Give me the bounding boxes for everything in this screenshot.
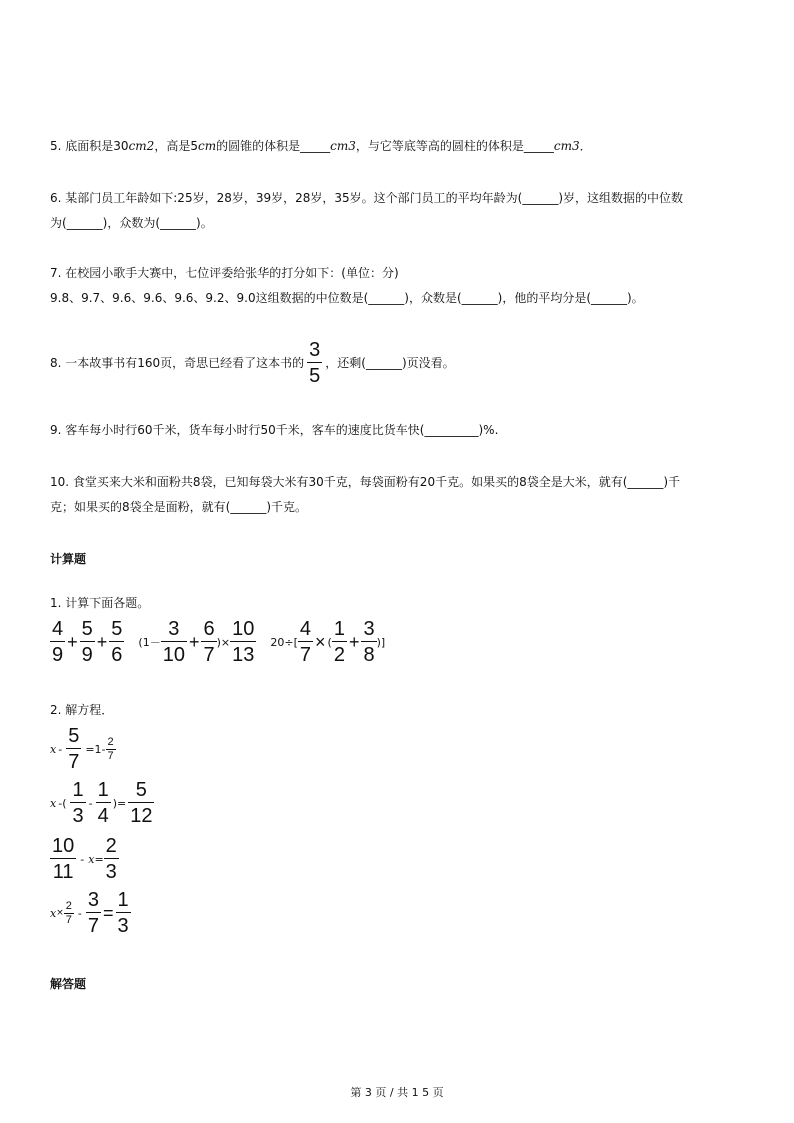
fraction: $\frac{3}{8}$	[363, 618, 375, 666]
fraction: $\frac{3}{10}$	[162, 618, 185, 666]
section-heading-word-problems: 解答题	[50, 977, 87, 991]
fraction: $\frac{3}{7}$	[87, 889, 99, 937]
question-6-line-1: 6. 某部门员工年龄如下:25岁，28岁，39岁，28岁，35岁。这个部门员工的平均年龄为(______)岁，这组数据的中位数	[50, 191, 684, 205]
question-10-line-1: 10. 食堂买来大米和面粉共8袋，已知每袋大米有30千克，每袋面粉有20千克。如果买的8袋全是大米，就有(______)千	[50, 475, 681, 489]
fraction: $\frac{5}{7}$	[68, 725, 80, 773]
fraction: $\frac{1}{2}$	[333, 618, 345, 666]
fraction: $\frac{2}{3}$	[105, 835, 117, 883]
question-7-line-2: 9.8、9.7、9.6、9.6、9.6、9.2、9.0这组数据的中位数是(______)，众数是(______)，他的平均分是(______)。	[50, 291, 644, 305]
fraction: $\frac{1}{3}$	[72, 779, 84, 827]
fraction-bar	[307, 362, 322, 363]
fraction: $\frac{4}{9}$	[52, 618, 64, 666]
question-8: 8. 一本故事书有160页，奇思已经看了这本书的 $\frac{3}{5}$ ，还剩(______)页没看。	[50, 339, 455, 387]
page-footer: 第 3 页 / 共 1 5 页	[350, 1086, 444, 1099]
equation-1: x - $\frac{5}{7}$ =1- $\frac{2}{7}$	[50, 725, 114, 773]
calc-1-title: 1. 计算下面各题。	[50, 596, 150, 610]
fraction: $\frac{6}{7}$	[203, 618, 215, 666]
calc-2-title: 2. 解方程．	[50, 703, 114, 717]
question-number: 5.	[50, 139, 62, 153]
fraction: $\frac{4}{7}$	[299, 618, 311, 666]
section-heading-calculation: 计算题	[50, 552, 87, 566]
question-6-line-2: 为(______)，众数为(______)。	[50, 216, 213, 230]
question-7-line-1: 7. 在校园小歌手大赛中，七位评委给张华的打分如下：(单位：分)	[50, 266, 399, 280]
fraction: $\frac{1}{4}$	[97, 779, 109, 827]
fraction: $\frac{2}{7}$	[107, 735, 114, 762]
fraction: $\frac{10}{13}$	[232, 618, 255, 666]
fraction: $\frac{5}{9}$	[81, 618, 93, 666]
expression-1: $\frac{4}{9}$ + $\frac{5}{9}$ + $\frac{5}{6}$	[52, 618, 123, 666]
equation-4: x × $\frac{2}{7}$ - $\frac{3}{7}$ = $\frac{1}{3}$	[50, 889, 129, 937]
equation-3: $\frac{10}{11}$ - x = $\frac{2}{3}$	[52, 835, 117, 883]
fraction: $\frac{1}{3}$	[117, 889, 129, 937]
calc-1-expressions	[50, 619, 385, 665]
fraction: $\frac{5}{12}$	[130, 779, 153, 827]
answer-blank[interactable]: _____	[300, 139, 331, 153]
question-10-line-2: 克；如果买的8袋全是面粉，就有(______)千克。	[50, 500, 307, 514]
answer-blank[interactable]: _____	[523, 139, 554, 153]
expression-3: 20÷[ $\frac{4}{7}$ × ( $\frac{1}{2}$ + $\frac{3}{8}$ )]	[270, 618, 386, 666]
fraction: $\frac{10}{11}$	[52, 835, 75, 883]
equation-2: x -( $\frac{1}{3}$ - $\frac{1}{4}$ )= $\frac{5}{12}$	[50, 779, 153, 827]
fraction: $\frac{3}{5}$	[309, 339, 321, 387]
fraction: $\frac{2}{7}$	[65, 899, 72, 926]
question-5: 5. 底面积是30cm2，高是5cm的圆锥的体积是_____cm3，与它等底等高的圆柱的体积是_____cm3．	[50, 139, 592, 153]
fraction: $\frac{5}{6}$	[111, 618, 123, 666]
question-9: 9. 客车每小时行60千米，货车每小时行50千米，客车的速度比货车快(_________)%.	[50, 423, 499, 437]
expression-2: (1－ $\frac{3}{10}$ + $\frac{6}{7}$ )× $\frac{10}{13}$	[138, 618, 255, 666]
